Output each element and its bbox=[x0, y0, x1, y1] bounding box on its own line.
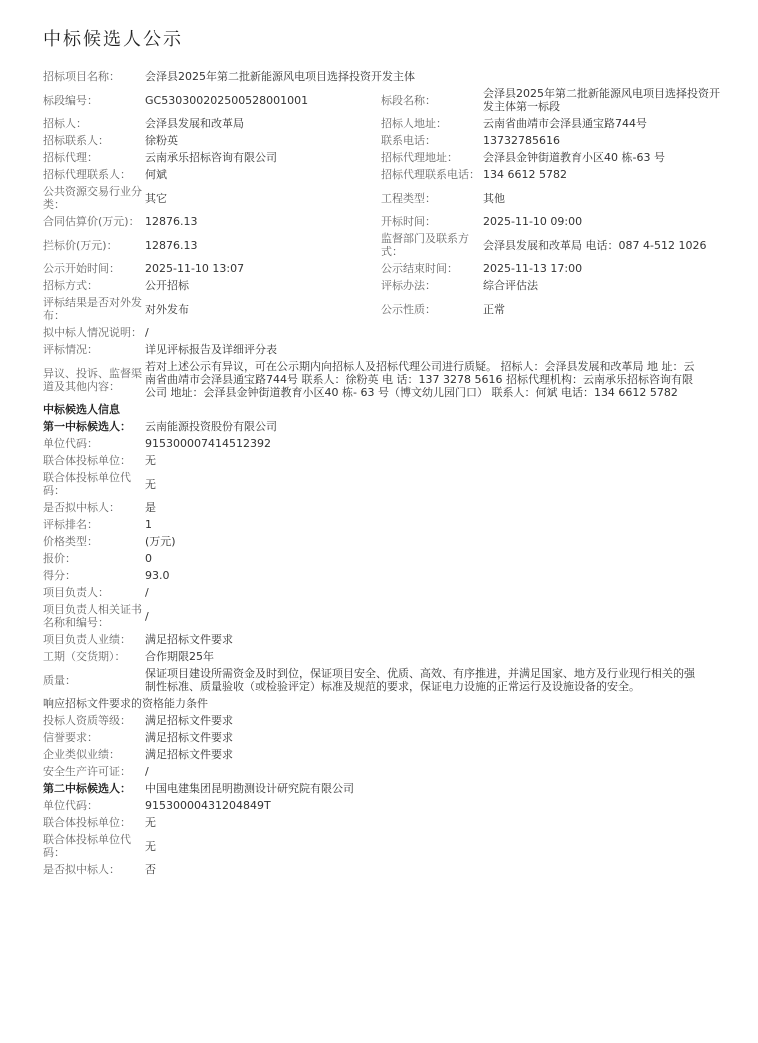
candidate-1-name: 云南能源投资股份有限公司 bbox=[145, 420, 277, 433]
c2-value-unit-code: 91530000431204849T bbox=[145, 799, 271, 812]
field-value-project-type: 其他 bbox=[483, 191, 505, 205]
field-label-tenderer-contact: 招标联系人： bbox=[43, 134, 109, 147]
c1-label-ranking: 评标排名： bbox=[43, 518, 98, 531]
table-row bbox=[43, 516, 723, 533]
field-value-result-public: 对外发布 bbox=[145, 302, 189, 316]
field-value-tender-method: 公开招标 bbox=[145, 279, 189, 292]
table-row bbox=[43, 814, 723, 831]
field-label-publicity-end: 公示结束时间： bbox=[381, 262, 458, 275]
field-label-project-type: 工程类型： bbox=[381, 191, 436, 205]
c1-label-duration: 工期（交货期）： bbox=[43, 650, 126, 663]
c2-label-proposed-winner: 是否拟中标人： bbox=[43, 863, 120, 876]
field-value-objection-channels: 若对上述公示有异议，可在公示期内向招标人及招标代理公司进行质疑。 招标人：会泽县发展和改革局 地 址：云南省曲靖市会泽县通宝路744号 联系人：徐粉英 电 话：137 3278 5616 招标代理机构：云南承乐招标咨询有限公司 地址：会泽县金钟街道教育小区40 栋- 63 号（博文幼儿园门口） 联系人：何斌 电话：134 6612 5782 bbox=[145, 360, 695, 399]
field-value-section-name: 会泽县2025年第二批新能源风电项目选择投资开发主体第一标段 bbox=[483, 87, 720, 113]
field-value-agency-contact: 何斌 bbox=[145, 168, 167, 181]
field-label-contract-estimate: 合同估算价(万元)： bbox=[43, 215, 140, 228]
table-row bbox=[43, 260, 723, 277]
c1-label-consortium-code: 联合体投标单位代码： bbox=[43, 471, 131, 497]
c1-value-similar-performance: 满足招标文件要求 bbox=[145, 748, 233, 761]
table-row bbox=[43, 230, 723, 260]
c2-value-consortium-code: 无 bbox=[145, 839, 156, 853]
c1-label-qualification-grade: 投标人资质等级： bbox=[43, 714, 131, 727]
field-value-evaluation-status: 详见评标报告及详细评分表 bbox=[145, 343, 277, 356]
field-value-publicity-nature: 正常 bbox=[483, 302, 505, 316]
field-label-agency: 招标代理： bbox=[43, 151, 98, 164]
field-label-publicity-nature: 公示性质： bbox=[381, 302, 436, 316]
field-value-tenderer-contact: 徐粉英 bbox=[145, 134, 178, 147]
table-row bbox=[43, 401, 723, 418]
field-label-tenderer: 招标人： bbox=[43, 117, 87, 130]
table-row bbox=[43, 277, 723, 294]
c1-value-quote: 0 bbox=[145, 552, 152, 565]
table-row bbox=[43, 499, 723, 516]
c1-value-manager-performance: 满足招标文件要求 bbox=[145, 633, 233, 646]
candidate-1-label: 第一中标候选人： bbox=[43, 420, 131, 433]
table-row bbox=[43, 695, 723, 712]
field-value-proposed-winner-note: / bbox=[145, 326, 149, 339]
c2-label-unit-code: 单位代码： bbox=[43, 799, 98, 812]
c1-label-credit: 信誉要求： bbox=[43, 731, 98, 744]
field-label-tenderer-address: 招标人地址： bbox=[381, 117, 447, 130]
c1-value-duration: 合作期限25年 bbox=[145, 650, 214, 663]
field-label-section-name: 标段名称： bbox=[381, 93, 436, 107]
field-label-proposed-winner-note: 拟中标人情况说明： bbox=[43, 326, 142, 339]
field-label-publicity-start: 公示开始时间： bbox=[43, 262, 120, 275]
table-row bbox=[43, 550, 723, 567]
table-row bbox=[43, 183, 723, 213]
candidate-2-label: 第二中标候选人： bbox=[43, 782, 131, 795]
table-row bbox=[43, 746, 723, 763]
field-label-supervision-dept: 监督部门及联系方式： bbox=[381, 232, 469, 258]
field-label-evaluation-status: 评标情况： bbox=[43, 343, 98, 356]
c1-label-unit-code: 单位代码： bbox=[43, 437, 98, 450]
field-label-contact-phone: 联系电话： bbox=[381, 134, 436, 147]
field-value-section-code: GC530300202500528001001 bbox=[145, 93, 309, 107]
c1-label-similar-performance: 企业类似业绩： bbox=[43, 748, 120, 761]
c1-label-price-type: 价格类型： bbox=[43, 535, 98, 548]
table-row bbox=[43, 341, 723, 358]
field-value-publicity-start: 2025-11-10 13:07 bbox=[145, 262, 245, 275]
field-label-bid-opening-time: 开标时间： bbox=[381, 215, 436, 228]
field-value-contract-estimate: 12876.13 bbox=[145, 215, 198, 228]
c1-value-quality: 保证项目建设所需资金及时到位，保证项目安全、优质、高效、有序推进，并满足国家、地方及行业现行相关的强制性标准、质量验收（或检验评定）标准及规范的要求，保证电力设施的正常运行及设施设备的安全。 bbox=[145, 667, 695, 693]
qualification-section-title: 响应招标文件要求的资格能力条件 bbox=[43, 697, 208, 710]
field-value-ceiling-price: 12876.13 bbox=[145, 238, 198, 252]
table-row bbox=[43, 584, 723, 601]
c1-value-proposed-winner: 是 bbox=[145, 501, 156, 514]
table-row bbox=[43, 601, 723, 631]
field-label-agency-address: 招标代理地址： bbox=[381, 151, 458, 164]
field-label-tender-method: 招标方式： bbox=[43, 279, 98, 292]
field-label-agency-phone: 招标代理联系电话： bbox=[381, 168, 480, 181]
field-value-bid-opening-time: 2025-11-10 09:00 bbox=[483, 215, 583, 228]
table-row bbox=[43, 358, 723, 401]
table-row bbox=[43, 469, 723, 499]
c1-label-quality: 质量： bbox=[43, 673, 76, 687]
table-row bbox=[43, 324, 723, 341]
c1-value-ranking: 1 bbox=[145, 518, 152, 531]
table-row bbox=[43, 85, 723, 115]
c1-value-consortium-code: 无 bbox=[145, 477, 156, 491]
c1-label-manager-performance: 项目负责人业绩： bbox=[43, 633, 131, 646]
field-label-industry-category: 公共资源交易行业分类： bbox=[43, 185, 142, 211]
field-value-publicity-end: 2025-11-13 17:00 bbox=[483, 262, 583, 275]
table-row bbox=[43, 831, 723, 861]
table-row bbox=[43, 763, 723, 780]
table-row bbox=[43, 435, 723, 452]
page-title: 中标候选人公示 bbox=[43, 29, 183, 50]
field-label-ceiling-price: 拦标价(万元)： bbox=[43, 238, 118, 252]
c1-label-score: 得分： bbox=[43, 569, 76, 582]
table-row bbox=[43, 149, 723, 166]
table-row bbox=[43, 665, 723, 695]
field-label-objection-channels: 异议、投诉、监督渠道及其他内容： bbox=[43, 366, 142, 393]
field-value-industry-category: 其它 bbox=[145, 191, 167, 205]
table-row bbox=[43, 166, 723, 183]
table-row bbox=[43, 115, 723, 132]
c2-value-proposed-winner: 否 bbox=[145, 863, 156, 876]
field-value-project-name: 会泽县2025年第二批新能源风电项目选择投资开发主体 bbox=[145, 70, 415, 83]
c1-value-qualification-grade: 满足招标文件要求 bbox=[145, 714, 233, 727]
c1-label-consortium: 联合体投标单位： bbox=[43, 454, 131, 467]
c1-label-quote: 报价： bbox=[43, 552, 76, 565]
field-label-evaluation-method: 评标办法： bbox=[381, 279, 436, 292]
table-row bbox=[43, 533, 723, 550]
c1-value-project-manager: / bbox=[145, 586, 149, 599]
table-row bbox=[43, 861, 723, 878]
field-value-agency: 云南承乐招标咨询有限公司 bbox=[145, 151, 277, 164]
c1-value-unit-code: 915300007414512392 bbox=[145, 437, 271, 450]
c1-value-manager-certificate: / bbox=[145, 609, 149, 623]
field-label-project-name: 招标项目名称： bbox=[43, 70, 120, 83]
table-row bbox=[43, 567, 723, 584]
table-row bbox=[43, 68, 723, 85]
field-value-tenderer-address: 云南省曲靖市会泽县通宝路744号 bbox=[483, 117, 647, 130]
candidate-1-header-row bbox=[43, 418, 723, 435]
c2-value-consortium: 无 bbox=[145, 816, 156, 829]
field-label-section-code: 标段编号： bbox=[43, 93, 98, 107]
table-row bbox=[43, 452, 723, 469]
c1-value-credit: 满足招标文件要求 bbox=[145, 731, 233, 744]
field-value-agency-phone: 134 6612 5782 bbox=[483, 168, 567, 181]
field-value-evaluation-method: 综合评估法 bbox=[483, 279, 538, 292]
c1-value-score: 93.0 bbox=[145, 569, 170, 582]
field-label-agency-contact: 招标代理联系人： bbox=[43, 168, 131, 181]
c1-label-safety-license: 安全生产许可证： bbox=[43, 765, 131, 778]
c1-value-safety-license: / bbox=[145, 765, 149, 778]
table-row bbox=[43, 797, 723, 814]
c1-value-price-type: (万元) bbox=[145, 535, 176, 548]
field-value-agency-address: 会泽县金钟街道教育小区40 栋-63 号 bbox=[483, 151, 665, 164]
table-row bbox=[43, 729, 723, 746]
c2-label-consortium-code: 联合体投标单位代码： bbox=[43, 833, 131, 859]
candidate-2-header-row bbox=[43, 780, 723, 797]
table-row bbox=[43, 631, 723, 648]
table-row bbox=[43, 648, 723, 665]
table-row bbox=[43, 213, 723, 230]
candidates-section-title: 中标候选人信息 bbox=[43, 403, 120, 416]
c1-label-manager-certificate: 项目负责人相关证书名称和编号： bbox=[43, 603, 142, 629]
field-value-contact-phone: 13732785616 bbox=[483, 134, 560, 147]
field-label-result-public: 评标结果是否对外发布： bbox=[43, 296, 142, 322]
c1-label-project-manager: 项目负责人： bbox=[43, 586, 109, 599]
c1-label-proposed-winner: 是否拟中标人： bbox=[43, 501, 120, 514]
field-value-supervision-dept: 会泽县发展和改革局 电话：087 4-512 1026 bbox=[483, 238, 707, 252]
field-value-tenderer: 会泽县发展和改革局 bbox=[145, 117, 244, 130]
project-info-table bbox=[43, 68, 723, 878]
c2-label-consortium: 联合体投标单位： bbox=[43, 816, 131, 829]
candidate-2-name: 中国电建集团昆明勘测设计研究院有限公司 bbox=[145, 782, 354, 795]
table-row bbox=[43, 294, 723, 324]
table-row bbox=[43, 712, 723, 729]
c1-value-consortium: 无 bbox=[145, 454, 156, 467]
table-row bbox=[43, 132, 723, 149]
